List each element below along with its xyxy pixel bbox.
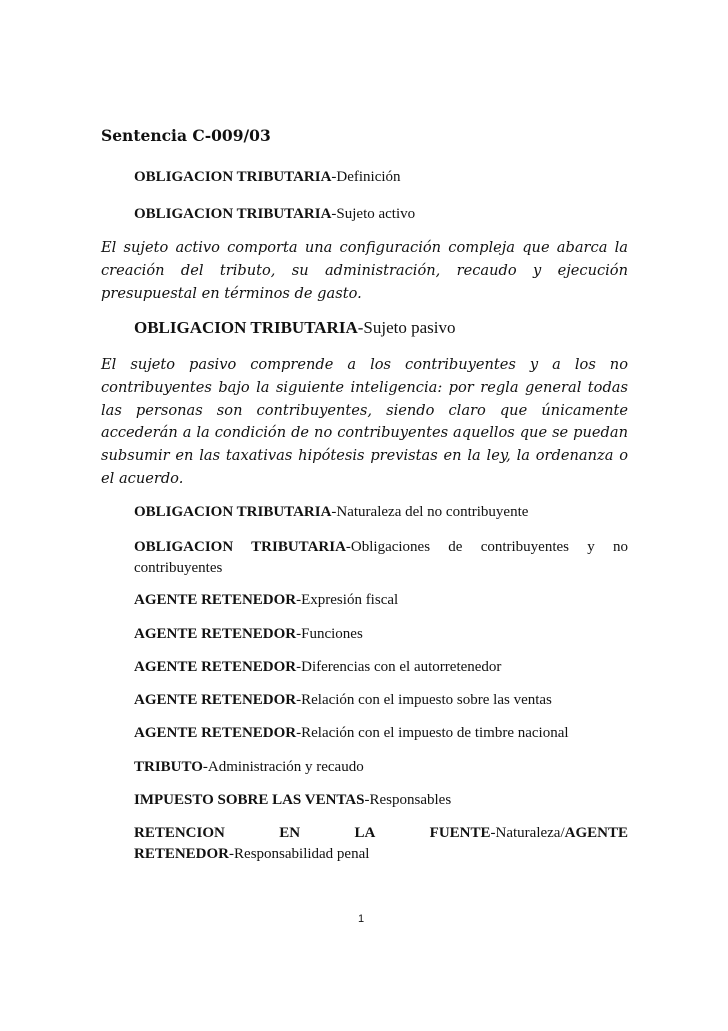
heading-rest: -Definición (331, 169, 401, 185)
heading-retencion-fuente (134, 825, 628, 842)
heading-impuesto-ventas (134, 692, 552, 709)
heading-rest: -Sujeto activo (331, 206, 416, 222)
heading-rest: -Expresión fiscal (296, 592, 399, 608)
heading-rest: -Responsables (364, 792, 452, 808)
heading-definicion (134, 169, 401, 186)
heading-rest: -Relación con el impuesto de timbre nacional (296, 725, 569, 741)
heading-rest: -Funciones (296, 626, 363, 642)
heading-bold: AGENTE (564, 825, 628, 841)
heading-bold: AGENTE RETENEDOR (134, 626, 297, 642)
heading-bold: AGENTE RETENEDOR (134, 659, 297, 675)
heading-rest: -Obligaciones de contribuyentes y no contribuyentes (134, 539, 629, 576)
heading-rest: -Naturaleza/ (490, 825, 565, 841)
heading-word: EN (279, 825, 301, 841)
heading-rest: -Sujeto pasivo (357, 318, 456, 337)
heading-bold: AGENTE RETENEDOR (134, 725, 297, 741)
heading-funciones (134, 626, 363, 643)
heading-rest: -Naturaleza del no contribuyente (331, 504, 529, 520)
heading-naturaleza-no-contribuyente (134, 504, 528, 521)
heading-timbre-nacional (134, 725, 569, 742)
heading-bold: AGENTE RETENEDOR (134, 692, 297, 708)
heading-responsables (134, 792, 451, 809)
heading-bold: TRIBUTO (134, 759, 203, 775)
heading-rest: -Responsabilidad penal (229, 846, 370, 862)
heading-bold: AGENTE RETENEDOR (134, 592, 297, 608)
heading-responsabilidad-penal (134, 846, 369, 863)
page-number: 1 (358, 913, 365, 925)
heading-bold: OBLIGACION TRIBUTARIA (134, 206, 332, 222)
heading-sujeto-pasivo (134, 318, 455, 338)
heading-word: LA (354, 825, 376, 841)
heading-rest: -Diferencias con el autorretenedor (296, 659, 502, 675)
heading-word-group (430, 825, 628, 842)
heading-bold: RETENEDOR (134, 846, 230, 862)
heading-autorretenedor (134, 659, 501, 676)
heading-obligaciones-contribuyentes (134, 537, 628, 579)
heading-rest: -Relación con el impuesto sobre las ventas (296, 692, 552, 708)
heading-bold: FUENTE (429, 825, 491, 841)
heading-rest: -Administración y recaudo (202, 759, 364, 775)
heading-bold: OBLIGACION TRIBUTARIA (134, 539, 346, 555)
heading-word: RETENCION (134, 825, 225, 841)
document-title: Sentencia C-009/03 (101, 126, 271, 145)
heading-sujeto-activo (134, 206, 415, 223)
heading-tributo (134, 759, 364, 776)
paragraph-sujeto-activo: El sujeto activo comporta una configuración compleja que abarca la creación del tributo, su administración, recaudo y ejecución presupuestal en términos de gasto. (101, 239, 628, 302)
heading-expresion-fiscal (134, 592, 398, 609)
heading-bold: OBLIGACION TRIBUTARIA (134, 504, 332, 520)
heading-bold: OBLIGACION TRIBUTARIA (134, 318, 358, 337)
paragraph-sujeto-pasivo: El sujeto pasivo comprende a los contribuyentes y a los no contribuyentes bajo la siguiente inteligencia: por regla general todas las personas son contribuyentes, siendo claro que únicamente accederán a la condición de no contribuyentes aquellos que se puedan subsumir en las taxativas hipótesis previstas en la ley, la ordenanza o el acuerdo. (101, 356, 628, 487)
heading-bold: IMPUESTO SOBRE LAS VENTAS (134, 792, 365, 808)
heading-bold: OBLIGACION TRIBUTARIA (134, 169, 332, 185)
